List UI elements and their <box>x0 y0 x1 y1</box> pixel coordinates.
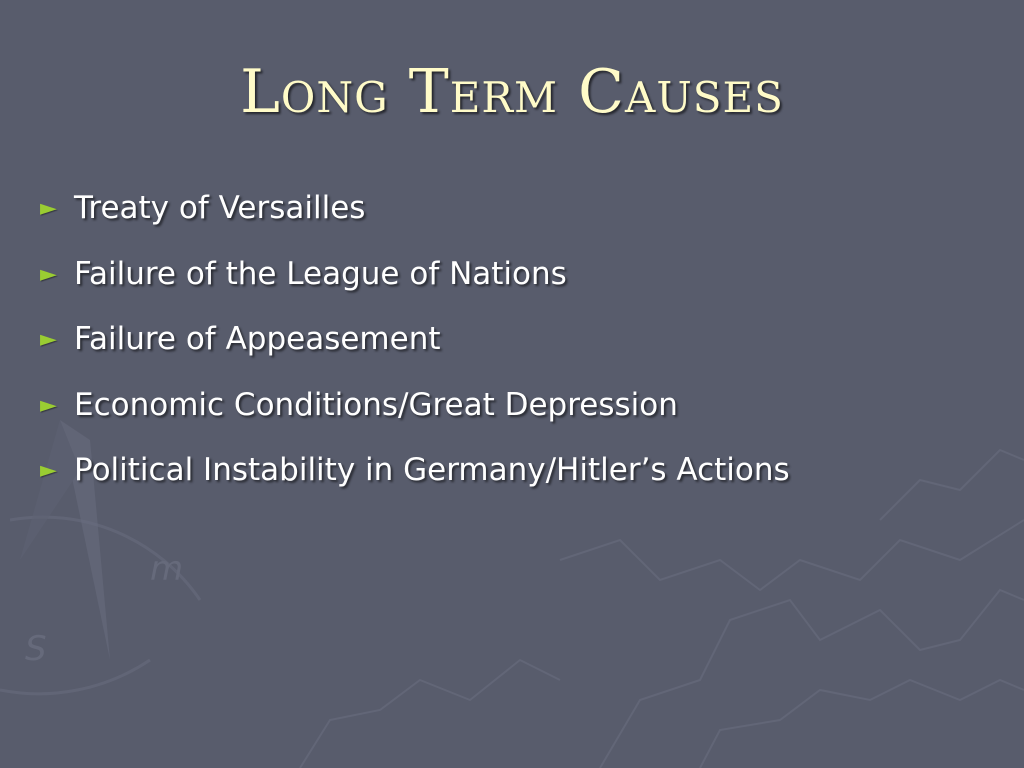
arrow-right-icon: ► <box>40 392 57 418</box>
arrow-right-icon: ► <box>40 196 57 221</box>
bullet-text: Failure of Appeasement <box>74 321 441 357</box>
bullet-list <box>40 190 790 518</box>
arrow-right-icon: ► <box>40 261 57 287</box>
list-item <box>40 190 790 256</box>
svg-text:m: m <box>150 549 184 589</box>
bullet-text: Failure of the League of Nations <box>74 255 567 292</box>
list-item <box>40 452 790 518</box>
list-item <box>40 256 790 322</box>
bullet-text: Political Instability in Germany/Hitler’s Actions <box>74 452 790 488</box>
bullet-text: Economic Conditions/Great Depression <box>74 386 678 423</box>
list-item <box>40 387 790 453</box>
arrow-right-icon: ► <box>40 458 57 483</box>
arrow-right-icon: ► <box>40 327 57 352</box>
slide-title: Long Term Causes <box>240 57 784 127</box>
list-item <box>40 321 790 387</box>
bullet-text: Treaty of Versailles <box>74 190 366 226</box>
svg-text:S: S <box>25 629 47 669</box>
